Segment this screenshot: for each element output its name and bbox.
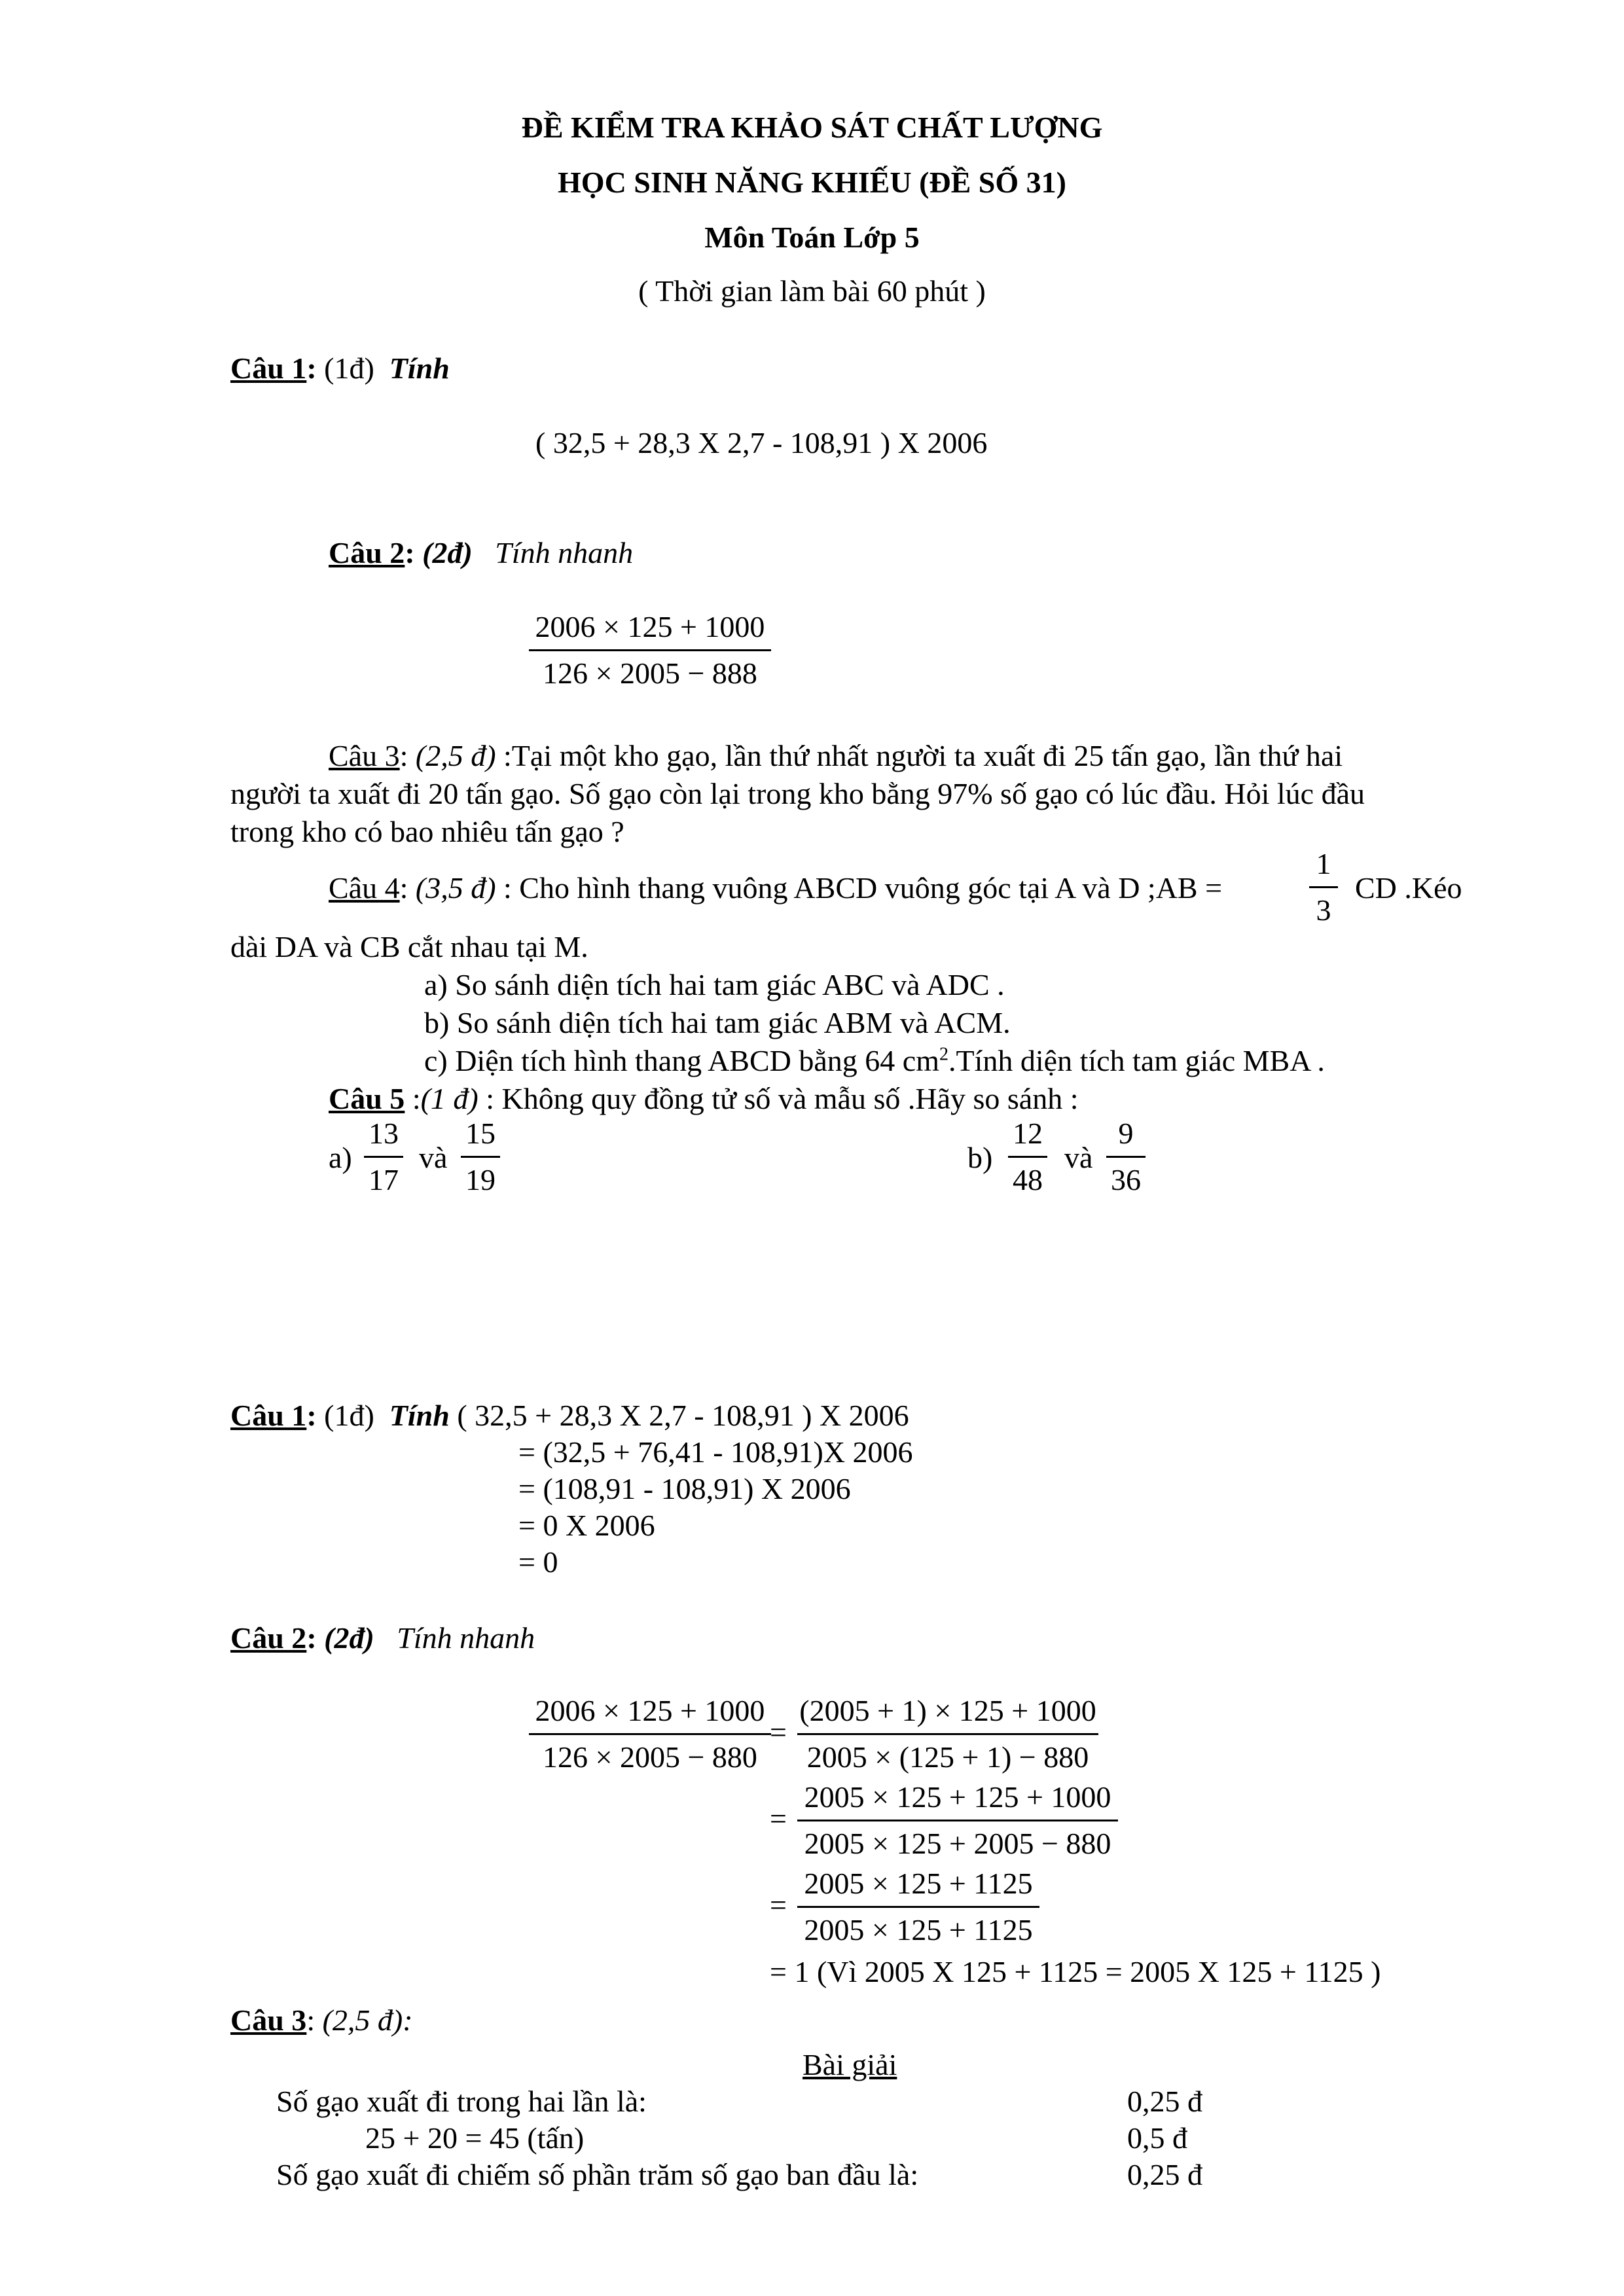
guide-q1-label: Câu 1 bbox=[230, 1399, 307, 1432]
guide-q2-label: Câu 2 bbox=[230, 1621, 307, 1655]
exam-q4: Câu 4: (3,5 đ) : Cho hình thang vuông ABCD vuông góc tại A và D ;AB = bbox=[329, 871, 1223, 905]
q1-task: Tính bbox=[389, 351, 450, 385]
q3-label: Câu 3 bbox=[329, 739, 400, 772]
guide-q1-step-2: = (108,91 - 108,91) X 2006 bbox=[518, 1472, 851, 1505]
exam-q4-text-after: CD .Kéo bbox=[1355, 871, 1462, 905]
guide-q1: Câu 1: (1đ) Tính ( 32,5 + 28,3 X 2,7 - 108,91 ) X 2006 bbox=[230, 1399, 909, 1432]
q5-b-fraction-1: 12 48 bbox=[1008, 1114, 1047, 1200]
q5-a-fraction-2: 15 19 bbox=[461, 1114, 500, 1200]
guide-q1-step-3: = 0 X 2006 bbox=[518, 1509, 655, 1542]
q5-b-label: b) bbox=[967, 1141, 993, 1174]
exam-q4-a: a) So sánh diện tích hai tam giác ABC và ADC . bbox=[424, 968, 1005, 1001]
q1-label: Câu 1 bbox=[230, 351, 307, 385]
guide-q3-row-2: 25 + 20 = 45 (tấn) bbox=[365, 2121, 585, 2155]
guide-q3-row-1: Số gạo xuất đi trong hai lần là: bbox=[276, 2085, 647, 2118]
guide-q2-eq-1: = bbox=[770, 1715, 787, 1749]
exam-title-2: HỌC SINH NĂNG KHIẾU (ĐỀ SỐ 31) bbox=[558, 166, 1066, 199]
exam-q3-line2: người ta xuất đi 20 tấn gạo. Số gạo còn lại trong kho bằng 97% số gạo có lúc đầu. Hỏi lúc đầu bbox=[230, 777, 1365, 810]
exam-q3-line3: trong kho có bao nhiêu tấn gạo ? bbox=[230, 815, 624, 848]
exam-time: ( Thời gian làm bài 60 phút ) bbox=[638, 274, 986, 308]
q4-label: Câu 4 bbox=[329, 871, 400, 905]
exam-q1: Câu 1: (1đ) Tính bbox=[230, 351, 450, 385]
guide-q3-points-2: 0,5 đ bbox=[1127, 2121, 1187, 2155]
exam-q5: Câu 5 :(1 đ) : Không quy đồng tử số và mẫu số .Hãy so sánh : bbox=[329, 1082, 1079, 1115]
q5-label: Câu 5 bbox=[329, 1082, 405, 1115]
exam-q4-c: c) Diện tích hình thang ABCD bằng 64 $cm^2.Tính$ diện tích tam giác MBA . bbox=[424, 1044, 1325, 1077]
q2-label: Câu 2 bbox=[329, 536, 405, 569]
guide-q3-solution-heading: Bài giải bbox=[803, 2048, 897, 2081]
guide-q1-step-4: = 0 bbox=[518, 1545, 558, 1579]
guide-q2-eq-3: = bbox=[770, 1888, 787, 1922]
guide-q2-fraction-3: 2005 × 125 + 1125 2005 × 125 + 1125 bbox=[797, 1864, 1039, 1950]
guide-q3-points-1: 0,25 đ bbox=[1127, 2085, 1202, 2118]
q2-task: Tính nhanh bbox=[495, 536, 634, 569]
exam-q3: Câu 3: (2,5 đ) :Tại một kho gạo, lần thứ nhất người ta xuất đi 25 tấn gạo, lần thứ hai bbox=[329, 739, 1343, 772]
exam-q2: Câu 2: (2đ) Tính nhanh bbox=[329, 536, 634, 569]
exam-q4-fraction: 1 3 bbox=[1309, 844, 1338, 930]
exam-subject: Môn Toán Lớp 5 bbox=[704, 221, 920, 254]
exam-q4-b: b) So sánh diện tích hai tam giác ABM và ACM. bbox=[424, 1006, 1011, 1039]
guide-q3-row-3: Số gạo xuất đi chiếm số phần trăm số gạo ban đầu là: bbox=[276, 2158, 919, 2191]
q5-a-and: và bbox=[419, 1141, 448, 1174]
guide-q2-fraction-0: 2006 × 125 + 1000 126 × 2005 − 880 bbox=[529, 1691, 771, 1777]
guide-q2-result: = 1 (Vì 2005 X 125 + 1125 = 2005 X 125 + 1125 ) bbox=[770, 1955, 1381, 1988]
exam-q4-line2: dài DA và CB cắt nhau tại M. bbox=[230, 930, 588, 963]
q5-b-and: và bbox=[1064, 1141, 1093, 1174]
guide-q1-step-1: = (32,5 + 76,41 - 108,91)X 2006 bbox=[518, 1435, 913, 1469]
guide-q3-label: Câu 3 bbox=[230, 2003, 307, 2037]
exam-q1-expression: ( 32,5 + 28,3 X 2,7 - 108,91 ) X 2006 bbox=[535, 426, 988, 459]
guide-q2-fraction-1: (2005 + 1) × 125 + 1000 2005 × (125 + 1) − 880 bbox=[797, 1691, 1098, 1777]
guide-q2: Câu 2: (2đ) Tính nhanh bbox=[230, 1621, 535, 1655]
q5-a-fraction-1: 13 17 bbox=[364, 1114, 403, 1200]
q5-a-label: a) bbox=[329, 1141, 352, 1174]
guide-q2-fraction-2: 2005 × 125 + 125 + 1000 2005 × 125 + 2005 − 880 bbox=[797, 1778, 1118, 1863]
exam-title-1: ĐỀ KIỂM TRA KHẢO SÁT CHẤT LƯỢNG bbox=[521, 111, 1103, 144]
guide-q3: Câu 3: (2,5 đ): bbox=[230, 2003, 413, 2037]
guide-q2-eq-2: = bbox=[770, 1802, 787, 1835]
exam-q2-fraction: 2006 × 125 + 1000 126 × 2005 − 888 bbox=[529, 607, 771, 693]
q5-b-fraction-2: 9 36 bbox=[1106, 1114, 1146, 1200]
guide-q3-points-3: 0,25 đ bbox=[1127, 2158, 1202, 2191]
